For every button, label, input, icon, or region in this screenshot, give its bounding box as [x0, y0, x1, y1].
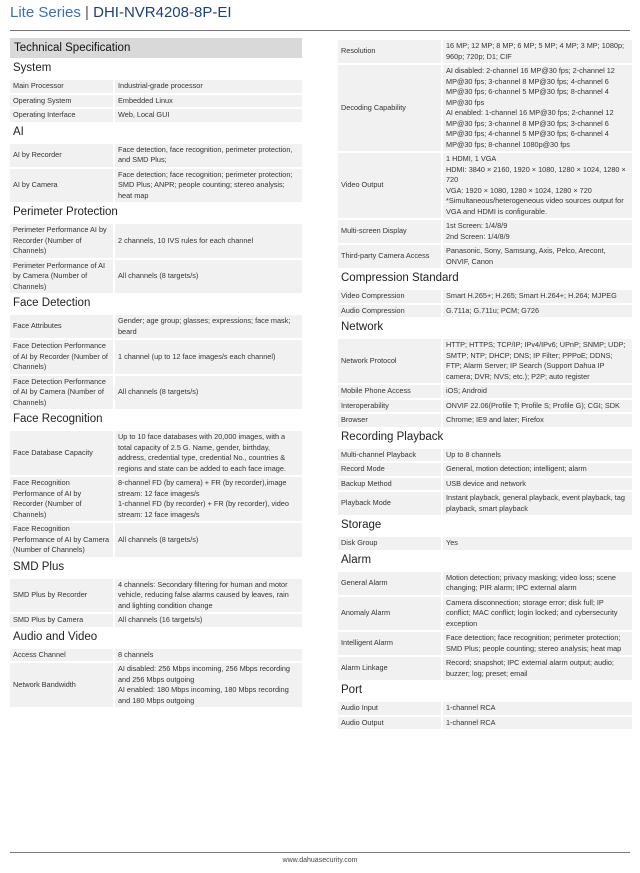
spec-label — [338, 153, 441, 218]
section-perimeter-protection — [10, 202, 302, 293]
spec-value — [115, 260, 302, 294]
spec-row-perimeter-performance-of-ai-by-camera-number-of-channels — [10, 260, 302, 294]
spec-value — [443, 492, 632, 515]
section-smd-plus — [10, 557, 302, 627]
section-video-specs — [338, 40, 632, 268]
spec-row-third-party-camera-access — [338, 245, 632, 268]
spec-label-text: Face Recognition Performance of AI by Recorder (Number of Channels) — [13, 478, 82, 519]
spec-row-disk-group — [338, 537, 632, 550]
spec-value-text: Smart H.265+; H.265; Smart H.264+; H.264; MJPEG — [446, 291, 617, 300]
spec-value — [115, 376, 302, 410]
spec-label — [338, 40, 441, 63]
spec-label-text: Access Channel — [13, 649, 66, 659]
spec-label — [10, 431, 113, 475]
spec-label-text: Multi-channel Playback — [341, 449, 417, 459]
spec-value-text: All channels (8 targets/s) — [118, 387, 199, 396]
spec-value-text: Chrome; IE9 and later; Firefox — [446, 415, 544, 424]
spec-label-text: Main Processor — [13, 81, 64, 90]
spec-row-alarm-linkage — [338, 657, 632, 680]
spec-row-face-detection-performance-of-ai-by-camera-number-of-channels — [10, 376, 302, 410]
section-heading: Recording Playback — [341, 430, 444, 443]
spec-value-text: All channels (8 targets/s) — [118, 534, 199, 544]
spec-value — [115, 431, 302, 475]
spec-value-text: 1 HDMI, 1 VGA HDMI: 3840 × 2160, 1920 × 1080, 1280 × 1024, 1280 × 720 VGA: 1920 × 1080, 1280 × 1024, 1280 × 720 *Simultaneous/heterogeneous video sources output for VGA and HDMI is configurable. — [446, 154, 626, 216]
spec-label — [338, 400, 441, 413]
spec-value-text: All channels (16 targets/s) — [118, 615, 203, 624]
spec-label-text: Browser — [341, 415, 368, 424]
spec-label — [10, 224, 113, 258]
spec-label-text: Face Database Capacity — [13, 447, 93, 457]
spec-label — [338, 290, 441, 303]
spec-value-text: 1st Screen: 1/4/8/9 2nd Screen: 1/4/8/9 — [446, 221, 510, 241]
spec-label — [10, 95, 113, 108]
spec-value — [443, 702, 632, 715]
spec-label — [338, 339, 441, 383]
spec-label — [10, 260, 113, 294]
spec-row-video-compression — [338, 290, 632, 303]
spec-label — [10, 315, 113, 338]
spec-row-access-channel — [10, 649, 302, 662]
spec-value — [115, 523, 302, 557]
spec-value-text: AI disabled: 256 Mbps incoming, 256 Mbps recording and 256 Mbps outgoing AI enabled: 180 Mbps incoming, 180 Mbps recording and 180 Mbps outgoing — [118, 664, 290, 705]
spec-label-text: Face Attributes — [13, 321, 62, 331]
section-system — [10, 58, 302, 122]
spec-value — [115, 663, 302, 707]
spec-label-text: AI by Recorder — [13, 149, 62, 159]
spec-label-text: Resolution — [341, 46, 376, 56]
spec-value-text: Industrial-grade processor — [118, 81, 203, 90]
spec-value — [443, 463, 632, 476]
spec-value-text: All channels (8 targets/s) — [118, 271, 199, 280]
spec-value — [115, 340, 302, 374]
spec-value-text: HTTP; HTTPS; TCP/IP; IPv4/IPv6; UPnP; SNMP; UDP; SMTP; NTP; DHCP; DNS; IP Filter; PPPoE; DDNS; FTP; Alarm Server; IP Search (Support Dahua IP camera; DVR; NVS; etc.); P2P; auto register — [446, 340, 626, 381]
spec-label-text: SMD Plus by Recorder — [13, 590, 88, 599]
spec-value — [115, 109, 302, 122]
section-heading: Face Recognition — [13, 413, 103, 425]
spec-row-face-detection-performance-of-ai-by-recorder-number-of-channels — [10, 340, 302, 374]
spec-row-face-attributes — [10, 315, 302, 338]
spec-value-text: 16 MP; 12 MP; 8 MP; 6 MP; 5 MP; 4 MP; 3 MP; 1080p; 960p; 720p; D1; CIF — [446, 41, 625, 61]
spec-value — [443, 385, 632, 398]
right-column — [338, 38, 632, 729]
spec-value-text: USB device and network — [446, 478, 526, 488]
spec-value — [443, 245, 632, 268]
spec-label-text: Audio Compression — [341, 305, 405, 315]
spec-value — [443, 572, 632, 595]
spec-label-text: Backup Method — [341, 478, 392, 488]
spec-label-text: Video Output — [341, 180, 384, 190]
footer-url: www.dahuasecurity.com — [282, 857, 358, 864]
spec-label — [338, 449, 441, 462]
spec-row-smd-plus-by-recorder — [10, 579, 302, 613]
spec-value — [115, 144, 302, 167]
spec-label-text: Perimeter Performance AI by Recorder (Number of Channels) — [13, 225, 107, 255]
spec-row-smd-plus-by-camera — [10, 614, 302, 627]
spec-value — [115, 95, 302, 108]
spec-label-text: Face Detection Performance of AI by Recorder (Number of Channels) — [13, 341, 108, 371]
document-header — [10, 4, 232, 21]
spec-label — [10, 376, 113, 410]
spec-label-text: Intelligent Alarm — [341, 638, 393, 648]
spec-row-playback-mode — [338, 492, 632, 515]
spec-value — [443, 537, 632, 550]
spec-value-text: Up to 8 channels — [446, 449, 501, 459]
spec-value — [443, 40, 632, 63]
spec-value — [443, 339, 632, 383]
spec-label — [338, 414, 441, 427]
spec-row-resolution — [338, 40, 632, 63]
spec-row-multi-channel-playback — [338, 449, 632, 462]
spec-label-text: Playback Mode — [341, 498, 391, 508]
spec-label-text: Face Recognition Performance of AI by Camera (Number of Channels) — [13, 524, 110, 554]
section-heading: Compression Standard — [341, 272, 459, 284]
spec-label — [338, 717, 441, 730]
section-heading: Perimeter Protection — [13, 206, 118, 218]
spec-value-text: 2 channels, 10 IVS rules for each channel — [118, 235, 254, 245]
section-heading: Storage — [341, 519, 382, 531]
section-ai — [10, 122, 302, 203]
spec-label-text: Anomaly Alarm — [341, 608, 391, 617]
spec-label — [10, 109, 113, 122]
spec-row-audio-compression — [338, 305, 632, 318]
spec-label-text: Network Bandwidth — [13, 679, 76, 689]
spec-row-anomaly-alarm — [338, 597, 632, 631]
spec-row-interoperability — [338, 400, 632, 413]
spec-value-text: Embedded Linux — [118, 95, 173, 105]
spec-value-text: 4 channels: Secondary filtering for human and motor vehicle, reducing false alarms caused by leaves, rain and lighting condition change — [118, 579, 289, 610]
spec-value-text: 1-channel RCA — [446, 703, 496, 712]
spec-value-text: Camera disconnection; storage error; disk full; IP conflict; MAC conflict; login locked; and cybersecurity exception — [446, 597, 618, 628]
spec-value — [115, 579, 302, 613]
model-number: DHI-NVR4208-8P-EI — [93, 4, 232, 21]
spec-label-text: Face Detection Performance of AI by Camera (Number of Channels) — [13, 376, 106, 407]
section-recording-playback — [338, 427, 632, 516]
spec-value-text: Panasonic, Sony, Samsung, Axis, Pelco, Arecont, ONVIF, Canon — [446, 246, 606, 266]
spec-label-text: Multi-screen Display — [341, 226, 407, 236]
spec-value-text: ONVIF 22.06(Profile T; Profile S; Profile G); CGI; SDK — [446, 400, 620, 410]
spec-label — [338, 702, 441, 715]
spec-label-text: Decoding Capability — [341, 102, 406, 112]
spec-label-text: Interoperability — [341, 400, 389, 410]
spec-value — [443, 65, 632, 151]
series-name: Lite Series — [10, 4, 81, 21]
spec-label — [338, 492, 441, 515]
section-heading: Alarm — [341, 553, 372, 566]
spec-label — [10, 169, 113, 203]
spec-value-text: Face detection; face recognition; perimeter protection; SMD Plus; people counting; stereo analysis; heat map — [446, 633, 622, 653]
spec-label — [10, 80, 113, 93]
spec-row-mobile-phone-access — [338, 385, 632, 398]
spec-row-face-recognition-performance-of-ai-by-camera-number-of-channels — [10, 523, 302, 557]
spec-label-text: AI by Camera — [13, 180, 58, 189]
spec-label-text: Disk Group — [341, 538, 378, 547]
spec-value — [115, 614, 302, 627]
section-compression — [338, 268, 632, 317]
spec-value-text: Gender; age group; glasses; expressions; face mask; beard — [118, 316, 291, 336]
spec-row-face-database-capacity — [10, 431, 302, 475]
spec-value — [443, 478, 632, 491]
spec-label-text: Perimeter Performance of AI by Camera (Number of Channels) — [13, 260, 106, 291]
spec-label — [338, 245, 441, 268]
spec-label — [338, 572, 441, 595]
spec-row-video-output — [338, 153, 632, 218]
spec-value — [443, 305, 632, 318]
spec-value-text: Motion detection; privacy masking; video loss; scene changing; PIR alarm; IPC external alarm — [446, 572, 616, 592]
spec-label — [338, 478, 441, 491]
spec-row-operating-system — [10, 95, 302, 108]
spec-value — [443, 449, 632, 462]
footer-divider — [10, 852, 630, 853]
spec-row-main-processor — [10, 80, 302, 93]
spec-value-text: Web, Local GUI — [118, 110, 170, 119]
spec-value-text: Face detection, face recognition, perimeter protection, and SMD Plus; — [118, 144, 293, 164]
section-heading: Port — [341, 684, 363, 696]
left-column — [10, 38, 302, 707]
spec-row-ai-by-recorder — [10, 144, 302, 167]
spec-value — [443, 153, 632, 218]
spec-row-face-recognition-performance-of-ai-by-recorder-number-of-channels — [10, 477, 302, 521]
spec-value-text: 1-channel RCA — [446, 717, 496, 727]
spec-value — [443, 632, 632, 655]
section-audio-video — [10, 627, 302, 708]
spec-value-text: Record; snapshot; IPC external alarm output; audio; buzzer; log; preset; email — [446, 658, 614, 678]
section-heading: Face Detection — [13, 297, 91, 309]
section-heading: System — [13, 62, 52, 74]
spec-value — [115, 315, 302, 338]
spec-label — [10, 144, 113, 167]
spec-label — [10, 579, 113, 613]
spec-value-text: Yes — [446, 538, 458, 547]
section-heading: SMD Plus — [13, 560, 65, 573]
spec-label — [10, 477, 113, 521]
spec-label-text: Third-party Camera Access — [341, 251, 430, 261]
section-face-recognition — [10, 409, 302, 557]
spec-label-text: General Alarm — [341, 577, 388, 587]
spec-row-record-mode — [338, 463, 632, 476]
spec-label — [10, 614, 113, 627]
spec-row-perimeter-performance-ai-by-recorder-number-of-channels — [10, 224, 302, 258]
spec-label — [10, 649, 113, 662]
spec-label-text: Record Mode — [341, 464, 385, 473]
spec-value-text: G.711a; G.711u; PCM; G726 — [446, 305, 540, 315]
spec-label-text: Alarm Linkage — [341, 663, 388, 673]
spec-value — [443, 414, 632, 427]
spec-label — [10, 523, 113, 557]
spec-row-decoding-capability — [338, 65, 632, 151]
spec-label — [10, 663, 113, 707]
spec-value — [115, 477, 302, 521]
spec-label-text: Mobile Phone Access — [341, 386, 411, 395]
spec-value — [443, 400, 632, 413]
section-port — [338, 680, 632, 729]
section-heading: AI — [13, 125, 24, 138]
spec-row-multi-screen-display — [338, 220, 632, 243]
section-network — [338, 317, 632, 427]
spec-value — [115, 80, 302, 93]
spec-label-text: Audio Output — [341, 717, 384, 727]
section-heading: Audio and Video — [13, 630, 98, 643]
spec-label-text: Network Protocol — [341, 355, 397, 365]
spec-label — [338, 597, 441, 631]
spec-label — [338, 537, 441, 550]
spec-label — [338, 385, 441, 398]
spec-label-text: Operating Interface — [13, 110, 76, 119]
spec-value-text: iOS; Android — [446, 386, 487, 395]
section-heading: Network — [341, 321, 384, 333]
spec-row-ai-by-camera — [10, 169, 302, 203]
spec-value — [443, 220, 632, 243]
spec-value-text: General, motion detection; intelligent; alarm — [446, 464, 587, 473]
spec-value — [443, 717, 632, 730]
header-divider — [10, 30, 630, 31]
spec-value — [115, 224, 302, 258]
spec-row-intelligent-alarm — [338, 632, 632, 655]
spec-value — [115, 649, 302, 662]
spec-row-network-bandwidth — [10, 663, 302, 707]
spec-label — [338, 657, 441, 680]
spec-value-text: Up to 10 face databases with 20,000 images, with a total capacity of 2.5 G. Name, gender, birthday, address, credential type, credential No., countries & regions and state can be added to each face image. — [118, 432, 286, 473]
spec-value-text: Face detection; face recognition; perimeter protection; SMD Plus; ANPR; people counting; stereo analysis; heat map — [118, 169, 293, 200]
spec-label — [338, 65, 441, 151]
spec-label — [338, 463, 441, 476]
spec-label — [10, 340, 113, 374]
spec-row-general-alarm — [338, 572, 632, 595]
spec-row-network-protocol — [338, 339, 632, 383]
section-alarm — [338, 550, 632, 681]
section-face-detection — [10, 293, 302, 409]
spec-label — [338, 220, 441, 243]
spec-value-text: 1 channel (up to 12 face images/s each channel) — [118, 351, 276, 361]
spec-row-browser — [338, 414, 632, 427]
spec-row-audio-input — [338, 702, 632, 715]
spec-value — [443, 290, 632, 303]
spec-label-text: Video Compression — [341, 291, 405, 300]
spec-value — [443, 597, 632, 631]
spec-row-operating-interface — [10, 109, 302, 122]
spec-row-audio-output — [338, 717, 632, 730]
spec-label-text: Audio Input — [341, 703, 378, 712]
spec-value-text: 8 channels — [118, 649, 154, 659]
header-separator: | — [85, 4, 89, 21]
spec-row-backup-method — [338, 478, 632, 491]
spec-label-text: SMD Plus by Camera — [13, 615, 84, 624]
spec-value-text: 8-channel FD (by camera) + FR (by recorder),image stream: 12 face images/s 1-channel FD (by recorder) + FR (by recorder), video stream: 12 face images/s — [118, 478, 289, 519]
spec-value-text: AI disabled: 2-channel 16 MP@30 fps; 2-channel 12 MP@30 fps; 3-channel 8 MP@30 fps; 4-channel 6 MP@30 fps; 6-channel 5 MP@30 fps; 8-channel 4 MP@30 fps AI enabled: 1-channel 16 MP@30 fps; 2-channel 12 MP@30 fps; 3-channel 8 MP@30 fps; 3-channel 6 MP@30 fps; 4-channel 5 MP@30 fps; 6-channel 4 MP@30 fps; 8-channel 1080p@30 fps — [446, 66, 615, 149]
section-storage — [338, 515, 632, 550]
spec-label — [338, 305, 441, 318]
spec-title: Technical Specification — [10, 38, 302, 58]
spec-value — [115, 169, 302, 203]
spec-value — [443, 657, 632, 680]
spec-label — [338, 632, 441, 655]
spec-value-text: Instant playback, general playback, event playback, tag playback, smart playback — [446, 493, 625, 513]
spec-label-text: Operating System — [13, 95, 72, 105]
